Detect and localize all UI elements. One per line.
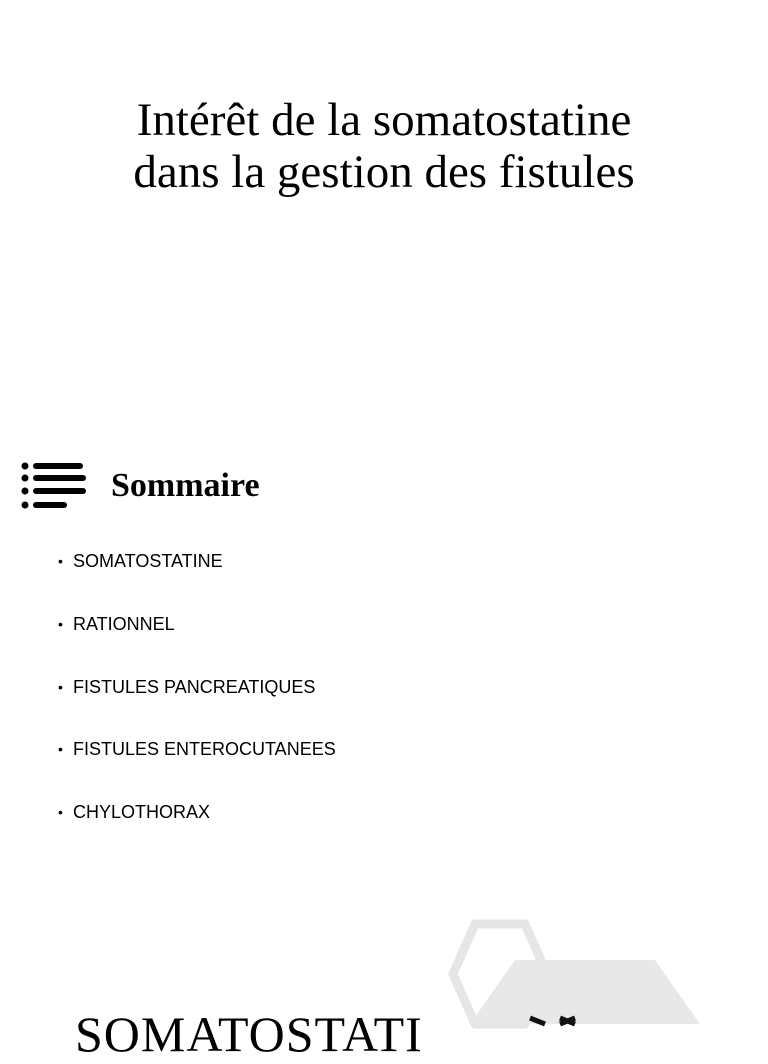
bullet: •: [58, 741, 63, 758]
table-of-contents: [58, 544, 336, 858]
toc-item-label: FISTULES PANCREATIQUES: [73, 676, 316, 697]
bullet: •: [58, 678, 63, 695]
toc-item-fistules-enterocutanees: [58, 732, 336, 795]
toc-item-fistules-pancreatiques: [58, 670, 336, 733]
toc-item-label: FISTULES ENTEROCUTANEES: [73, 739, 336, 760]
bullet: •: [58, 615, 63, 632]
list-icon: [20, 460, 86, 512]
next-slide-title: SOMATOSTATI: [75, 1006, 423, 1062]
hexagon-icon: [400, 912, 720, 1024]
bullet: •: [58, 804, 63, 821]
sommaire-heading: Sommaire: [111, 467, 260, 504]
toc-item-rationnel: [58, 607, 336, 670]
toc-item-label: SOMATOSTATINE: [73, 551, 223, 571]
sommaire-header: [20, 460, 260, 512]
slide-title-line-2: dans la gestion des fistules: [133, 146, 635, 198]
toc-item-chylothorax: [58, 795, 336, 858]
slide-title: [0, 94, 768, 198]
slide-title-line-1: Intérêt de la somatostatine: [136, 94, 632, 146]
toc-item-label: RATIONNEL: [73, 613, 175, 634]
toc-item-somatostatine: [58, 544, 336, 607]
toc-item-label: CHYLOTHORAX: [73, 802, 211, 823]
bullet: •: [58, 553, 63, 569]
